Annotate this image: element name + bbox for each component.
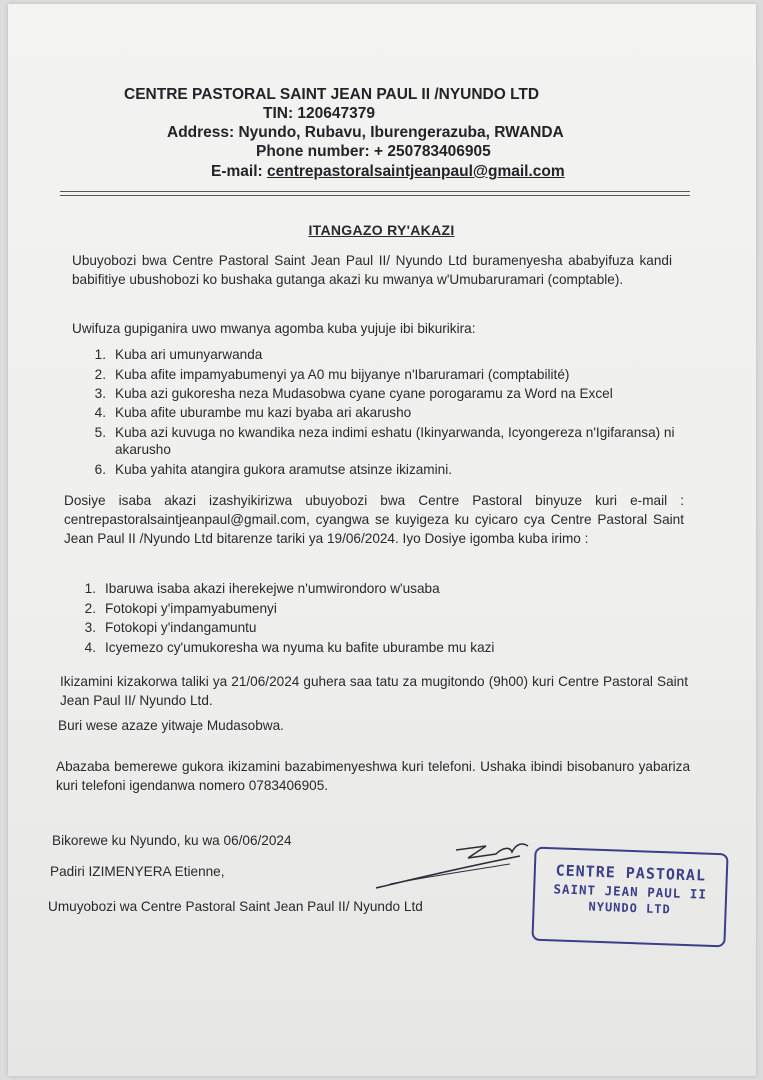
stamp-line-1: CENTRE PASTORAL [555, 861, 707, 885]
tin: TIN: 120647379 [263, 105, 376, 122]
list-item: 6. Kuba yahita atangira gukora aramutse atsinze ikizamini. [94, 462, 453, 477]
signature-mark [370, 836, 540, 896]
list-item: 1. Ibaruwa isaba akazi iherekejwe n'umwirondoro w'usaba [84, 581, 440, 596]
intro-paragraph: Ubuyobozi bwa Centre Pastoral Saint Jean Paul II/ Nyundo Ltd buramenyesha ababyifuza kandi babifitiye ubushobozi ko bushaka gutanga akazi ku mwanya w'Umubaruramari (comptable). [72, 253, 672, 287]
signer-role: Umuyobozi wa Centre Pastoral Saint Jean Paul II/ Nyundo Ltd [48, 899, 423, 914]
requirements-intro: Uwifuza gupiganira uwo mwanya agomba kuba yujuje ibi bikurikira: [72, 321, 476, 336]
list-item: 1. Kuba ari umunyarwanda [94, 347, 263, 362]
email-line [211, 163, 565, 181]
dossier-paragraph: Dosiye isaba akazi izashyikirizwa ubuyobozi bwa Centre Pastoral binyuze kuri e-mail : centrepastoralsaintjeanpaul@gmail.com, cyangwa se kuyigeza ku cyicaro cya Centre Pastoral Saint Jean Paul II /Nyundo Ltd bitarenze tariki ya 19/06/2024. Iyo Dosiye igomba kuba irimo : [64, 493, 684, 546]
email-label: E-mail: [211, 163, 263, 180]
signer-name: Padiri IZIMENYERA Etienne, [50, 864, 225, 879]
notice-title: ITANGAZO RY'AKAZI [308, 222, 455, 238]
stamp-line-3: NYUNDO LTD [588, 899, 671, 917]
official-stamp [531, 847, 728, 948]
header-divider-bottom [60, 195, 690, 196]
phone-number: Phone number: + 250783406905 [256, 143, 491, 160]
list-item: 2. Fotokopi y'impamyabumenyi [84, 601, 277, 616]
stamp-line-2: SAINT JEAN PAUL II [553, 881, 708, 902]
contact-paragraph: Abazaba bemerewe gukora ikizamini bazabimenyeshwa kuri telefoni. Ushaka ibindi bisobanuro yabariza kuri telefoni igendanwa nomero 0783406905. [56, 759, 690, 793]
list-item: 3. Kuba azi gukoresha neza Mudasobwa cyane cyane porogaramu za Word na Excel [94, 386, 613, 401]
list-item: 5. Kuba azi kuvuga no kwandika neza indimi eshatu (Ikinyarwanda, Icyongereza n'Igifaransa) ni akarusho [94, 425, 675, 457]
laptop-paragraph: Buri wese azaze yitwaje Mudasobwa. [58, 718, 284, 733]
address: Address: Nyundo, Rubavu, Iburengerazuba, RWANDA [167, 124, 564, 141]
email-address[interactable]: centrepastoralsaintjeanpaul@gmail.com [267, 163, 565, 180]
header-divider-top [60, 191, 690, 192]
exam-paragraph: Ikizamini kizakorwa taliki ya 21/06/2024 guhera saa tatu za mugitondo (9h00) kuri Centre Pastoral Saint Jean Paul II/ Nyundo Ltd. [60, 674, 688, 708]
list-item: 2. Kuba afite impamyabumenyi ya A0 mu bijyanye n'Ibaruramari (comptabilité) [94, 367, 570, 382]
list-item: 3. Fotokopi y'indangamuntu [84, 620, 257, 635]
place-date: Bikorewe ku Nyundo, ku wa 06/06/2024 [52, 833, 292, 848]
list-item: 4. Kuba afite uburambe mu kazi byaba ari akarusho [94, 405, 412, 420]
list-item: 4. Icyemezo cy'umukoresha wa nyuma ku bafite uburambe mu kazi [84, 640, 495, 655]
org-name: CENTRE PASTORAL SAINT JEAN PAUL II /NYUNDO LTD [124, 86, 540, 103]
